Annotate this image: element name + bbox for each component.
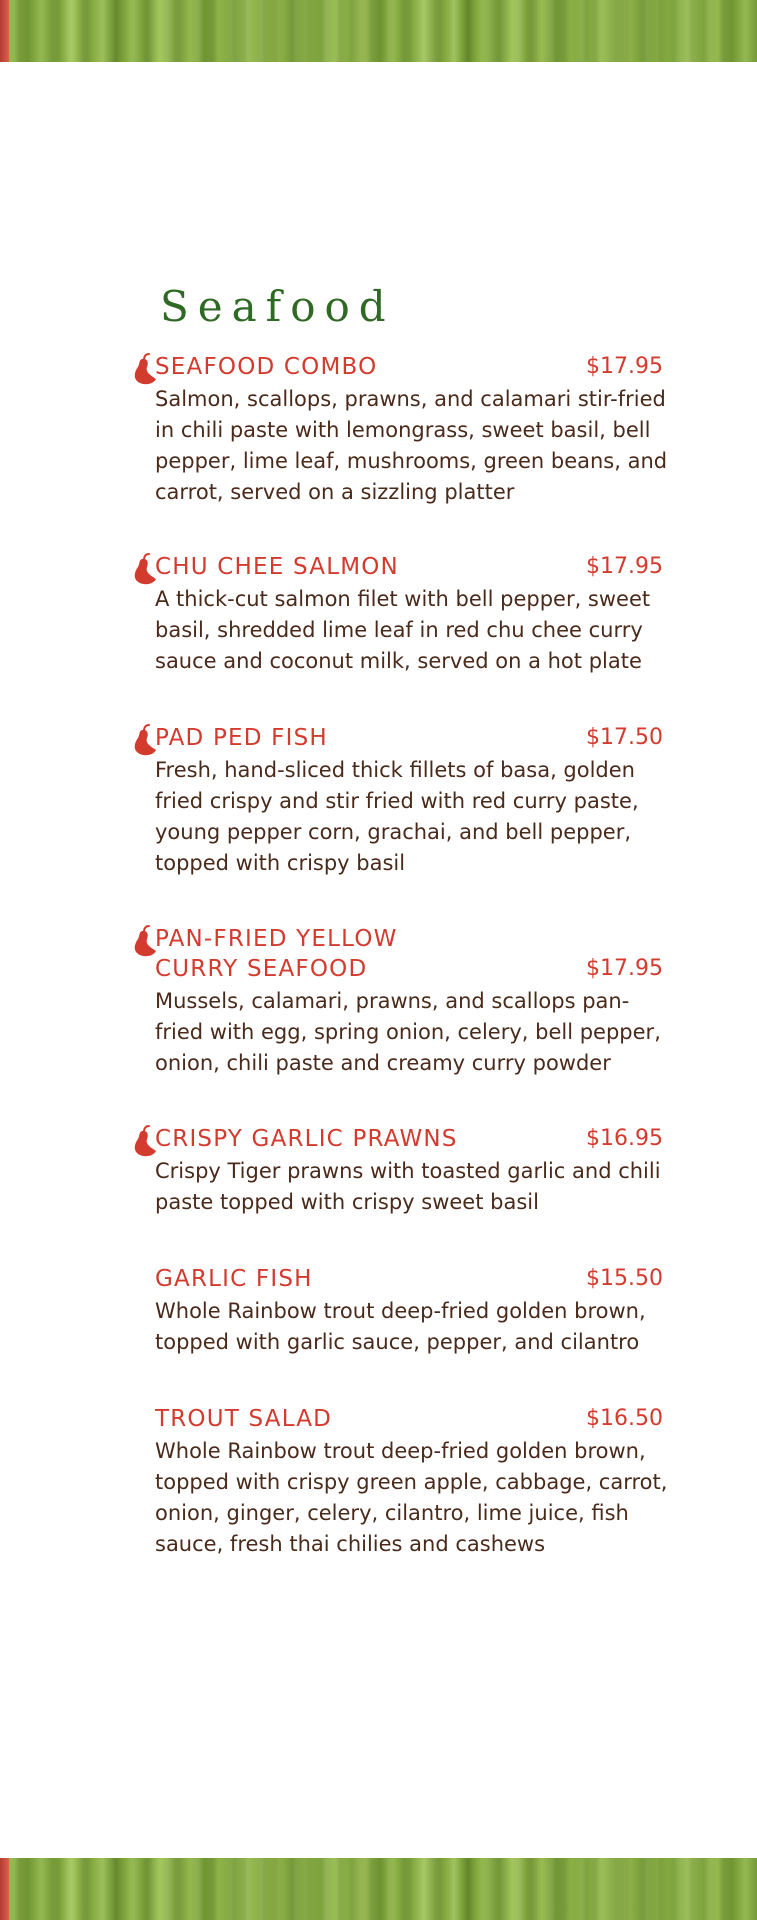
menu-item-header: [155, 924, 675, 984]
menu-item-name-line: SEAFOOD COMBO: [155, 354, 378, 380]
menu-item-description: Whole Rainbow trout deep-fried golden brown, topped with garlic sauce, pepper, and cilantro: [155, 1299, 646, 1354]
menu-item-description: Whole Rainbow trout deep-fried golden brown, topped with crispy green apple, cabbage, carrot, onion, ginger, celery, cilantro, lime juice, fish sauce, fresh thai chilies and cashews: [155, 1439, 668, 1556]
bamboo-border-bottom: [0, 1858, 757, 1920]
menu-item-header: [155, 1404, 675, 1434]
menu-item-header: [155, 352, 675, 382]
menu-item-name: [155, 1124, 458, 1154]
menu-item-name-line: CURRY SEAFOOD: [155, 956, 368, 982]
menu-item-header: [155, 723, 675, 753]
menu-item-description: Salmon, scallops, prawns, and calamari stir-fried in chili paste with lemongrass, sweet basil, bell pepper, lime leaf, mushrooms, green beans, and carrot, served on a sizzling platter: [155, 387, 668, 504]
menu-item-price: $17.50: [586, 725, 663, 750]
menu-item-name-line: PAN-FRIED YELLOW: [155, 926, 398, 952]
menu-item-name: [155, 1404, 332, 1434]
menu-item-description: Fresh, hand-sliced thick fillets of basa, golden fried crispy and stir fried with red curry paste, young pepper corn, grachai, and bell pepper, topped with crispy basil: [155, 758, 639, 875]
menu-item-name: [155, 552, 399, 582]
menu-item-price: $16.95: [586, 1126, 663, 1151]
menu-item-name-line: PAD PED FISH: [155, 725, 328, 751]
menu-item-description: A thick-cut salmon filet with bell pepper, sweet basil, shredded lime leaf in red chu chee curry sauce and coconut milk, served on a hot plate: [155, 587, 651, 673]
menu-item-price: $17.95: [586, 554, 663, 579]
menu-item-header: [155, 1124, 675, 1154]
menu-item-name: [155, 1264, 313, 1294]
menu-item-price: $15.50: [586, 1266, 663, 1291]
menu-item-name-line: CRISPY GARLIC PRAWNS: [155, 1126, 458, 1152]
menu-item-header: [155, 1264, 675, 1294]
section-title: Seafood: [160, 282, 395, 331]
menu-item-name-line: CHU CHEE SALMON: [155, 554, 399, 580]
menu-item-name-line: GARLIC FISH: [155, 1266, 313, 1292]
menu-item-name: [155, 352, 377, 382]
menu-item-name: [155, 924, 398, 984]
menu-item-price: $16.50: [586, 1406, 663, 1431]
menu-item-name: [155, 723, 328, 753]
menu-item-name-line: TROUT SALAD: [155, 1406, 333, 1432]
menu-item-price: $17.95: [586, 956, 663, 981]
menu-item-price: $17.95: [586, 354, 663, 379]
menu-item-description: Mussels, calamari, prawns, and scallops pan-fried with egg, spring onion, celery, bell pepper, onion, chili paste and creamy curry powder: [155, 989, 661, 1075]
menu-item-description: Crispy Tiger prawns with toasted garlic and chili paste topped with crispy sweet basil: [155, 1159, 661, 1214]
menu-item-header: [155, 552, 675, 582]
